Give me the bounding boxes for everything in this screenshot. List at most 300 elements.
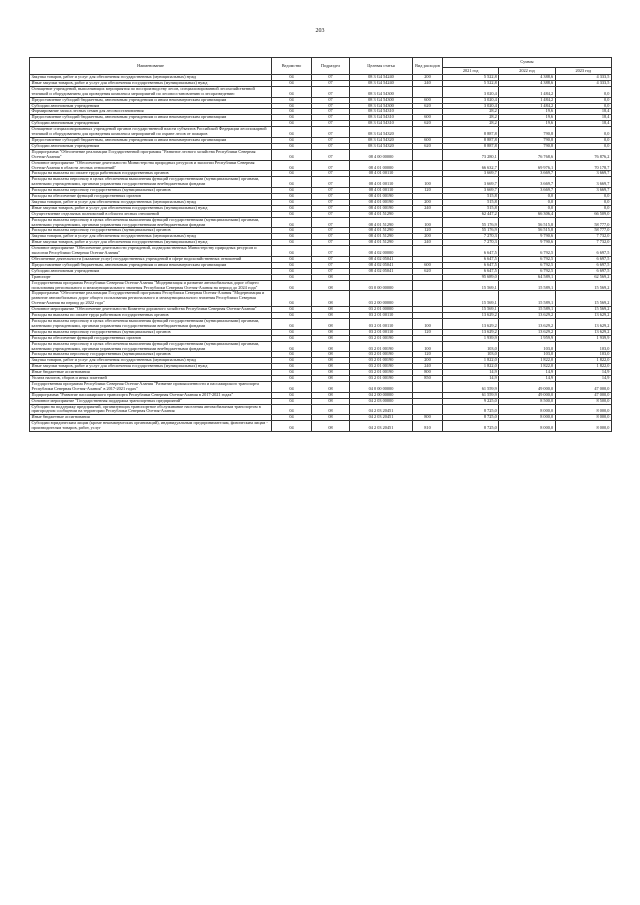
- row-2022: 15 589,1: [499, 280, 555, 291]
- row-razdel: 07: [312, 211, 350, 217]
- row-name: Основное мероприятие "Государственная поддержка транспортных предприятий": [30, 398, 272, 404]
- row-razdel: 08: [312, 370, 350, 376]
- row-name: Формирование запаса лесных семян для лесовосстановления: [30, 109, 272, 115]
- row-razdel: 07: [312, 109, 350, 115]
- row-2023: 0,0: [555, 97, 611, 103]
- row-2021: 28,2: [443, 109, 499, 115]
- row-2021: 61 559,9: [443, 381, 499, 392]
- row-2022: 13 629,2: [499, 318, 555, 329]
- row-ved: 04: [272, 415, 312, 421]
- row-vid: 600: [413, 137, 443, 143]
- row-razdel: 08: [312, 341, 350, 352]
- row-2021: 15 569,1: [443, 291, 499, 307]
- row-2021: 8 725,0: [443, 421, 499, 432]
- row-2023: 1 939,9: [555, 335, 611, 341]
- row-razdel: 08: [312, 398, 350, 404]
- row-ved: 04: [272, 358, 312, 364]
- row-ved: 04: [272, 392, 312, 398]
- row-2021: 28,2: [443, 121, 499, 127]
- row-2021: 73 280,1: [443, 149, 499, 160]
- row-name: Осуществление отдельных полномочий в области лесных отношений: [30, 211, 272, 217]
- row-name: Основное мероприятие "Обеспечение деятельности Министерства природных ресурсов и экологии Республики Северная Осетия-Алания в области лесных отношений": [30, 160, 272, 171]
- row-name: Субсидии на поддержку предприятий, организующих транспортное обслуживание населения автомобильным транспортом в пригородном сообщении на территории Республики Северная Осетия-Алания: [30, 404, 272, 415]
- row-razdel: 08: [312, 352, 350, 358]
- row-celevaya: 08 4 02 00000: [350, 246, 413, 257]
- row-2021: 55 176,9: [443, 217, 499, 228]
- row-razdel: 08: [312, 358, 350, 364]
- row-vid: [413, 404, 443, 415]
- row-2021: 61 559,9: [443, 392, 499, 398]
- row-2023: 47 000,0: [555, 392, 611, 398]
- row-name: Государственная программа Республики Северная Осетия-Алания "Развитие промышленности и пассажирского транспорта Республики Северная Осетия-Алания" в 2017-2021 годах": [30, 381, 272, 392]
- row-2022: 14,9: [499, 376, 555, 382]
- row-name: Основное мероприятие "Обеспечение деятельности учреждений, подведомственных Министерству природных ресурсов и экологии Республики Северная Осетия-Алания": [30, 246, 272, 257]
- row-2022: 3 669,7: [499, 177, 555, 188]
- row-2023: 4 333,5: [555, 80, 611, 86]
- row-ved: 04: [272, 329, 312, 335]
- row-razdel: 07: [312, 205, 350, 211]
- row-2023: 0,0: [555, 199, 611, 205]
- row-vid: 620: [413, 103, 443, 109]
- row-razdel: 08: [312, 404, 350, 415]
- row-razdel: 08: [312, 318, 350, 329]
- row-celevaya: 03 2 01 00190: [350, 352, 413, 358]
- row-celevaya: 08 4 01 51290: [350, 234, 413, 240]
- row-2021: 1 822,0: [443, 358, 499, 364]
- table-row: [30, 246, 612, 257]
- row-2023: 0,0: [555, 103, 611, 109]
- row-2021: 1 939,9: [443, 335, 499, 341]
- table-row: [30, 341, 612, 352]
- row-2021: 3 020,4: [443, 103, 499, 109]
- row-2021: 13 629,2: [443, 318, 499, 329]
- row-2022: 76 768,6: [499, 149, 555, 160]
- row-2022: 790,8: [499, 127, 555, 138]
- row-razdel: 08: [312, 421, 350, 432]
- row-2021: 13 629,2: [443, 329, 499, 335]
- table-row: [30, 421, 612, 432]
- row-name: Закупка товаров, работ и услуг для обеспечения государственных (муниципальных) нужд: [30, 358, 272, 364]
- row-celevaya: 08 3 G4 54320: [350, 143, 413, 149]
- row-2022: 14,9: [499, 370, 555, 376]
- row-2023: 58 777,0: [555, 228, 611, 234]
- row-name: Предоставление субсидий бюджетным, автономным учреждениям и иным некоммерческим организациям: [30, 97, 272, 103]
- row-razdel: 08: [312, 376, 350, 382]
- row-2022: 19,6: [499, 115, 555, 121]
- row-ved: 04: [272, 194, 312, 200]
- row-razdel: 07: [312, 188, 350, 194]
- row-2021: 3 669,7: [443, 177, 499, 188]
- row-2023: 66 509,0: [555, 211, 611, 217]
- row-celevaya: 08 4 01 00190: [350, 199, 413, 205]
- header-vid: Вид расходов: [413, 58, 443, 75]
- row-name: Расходы на выплаты персоналу в целях обеспечения выполнения функций государственными (муниципальными) органами, казенными учреждениями, органами управления государственными внебюджетными фондами: [30, 318, 272, 329]
- row-2022: 8 000,0: [499, 421, 555, 432]
- row-razdel: 07: [312, 115, 350, 121]
- row-2021: 8 887,8: [443, 137, 499, 143]
- row-2023: 15 569,2: [555, 280, 611, 291]
- row-name: Закупка товаров, работ и услуг для обеспечения государственных (муниципальных) нужд: [30, 75, 272, 81]
- row-ved: 04: [272, 262, 312, 268]
- row-name: Расходы на выплаты персоналу государственных (муниципальных) органов: [30, 329, 272, 335]
- row-name: Предоставление субсидий бюджетным, автономным учреждениям и иным некоммерческим организациям: [30, 115, 272, 121]
- row-2023: 1 822,0: [555, 358, 611, 364]
- row-2021: 7 270,3: [443, 234, 499, 240]
- row-celevaya: 08 4 01 51290: [350, 228, 413, 234]
- row-2023: 18,4: [555, 121, 611, 127]
- row-2022: 8 000,0: [499, 404, 555, 415]
- row-ved: 04: [272, 149, 312, 160]
- table-row: [30, 280, 612, 291]
- row-2023: 103,0: [555, 341, 611, 352]
- row-name: Субсидии юридическим лицам (кроме некоммерческих организаций), индивидуальным предпринимателям, физическим лицам - производителям товаров, работ, услуг: [30, 421, 272, 432]
- row-2023: 7 732,0: [555, 234, 611, 240]
- row-name: Предоставление субсидий бюджетным, автономным учреждениям и иным некоммерческим организациям: [30, 262, 272, 268]
- row-ved: 04: [272, 280, 312, 291]
- row-name: Иные закупки товаров, работ и услуг для обеспечения государственных (муниципальных) нужд: [30, 205, 272, 211]
- row-2021: 15 569,1: [443, 280, 499, 291]
- row-name: Расходы на выплаты персоналу государственных (муниципальных) органов: [30, 352, 272, 358]
- header-ved: Ведомство: [272, 58, 312, 75]
- row-2023: 13 629,2: [555, 318, 611, 329]
- row-ved: 04: [272, 115, 312, 121]
- row-celevaya: 08 3 G4 54320: [350, 127, 413, 138]
- table-row: [30, 127, 612, 138]
- header-name: Наименование: [30, 58, 272, 75]
- row-2021: 5 522,8: [443, 75, 499, 81]
- row-ved: 04: [272, 103, 312, 109]
- row-2023: 7 732,0: [555, 240, 611, 246]
- row-2022: 0,0: [499, 199, 555, 205]
- row-celevaya: 04 0 00 00000: [350, 381, 413, 392]
- row-razdel: 08: [312, 280, 350, 291]
- row-2023: 14,9: [555, 376, 611, 382]
- row-2023: 8 000,0: [555, 404, 611, 415]
- row-2022: 19,6: [499, 109, 555, 115]
- row-celevaya: 08 4 01 51290: [350, 240, 413, 246]
- row-razdel: 08: [312, 274, 350, 280]
- row-2022: 6 792,5: [499, 246, 555, 257]
- row-vid: [413, 291, 443, 307]
- table-row: [30, 381, 612, 392]
- row-vid: [413, 86, 443, 97]
- row-celevaya: 03 2 01 00190: [350, 335, 413, 341]
- row-celevaya: 08 3 G4 54320: [350, 137, 413, 143]
- row-celevaya: 08 3 G4 54310: [350, 109, 413, 115]
- row-2022: 19,6: [499, 121, 555, 127]
- row-vid: 200: [413, 75, 443, 81]
- row-name: Государственная программа Республики Северная Осетия-Алания "Модернизация и развитие автомобильных дорог общего пользования регионального и межмуниципального значения Республики Северная Осетия-Алания на период до 2024 года": [30, 280, 272, 291]
- row-2022: 6 792,5: [499, 257, 555, 263]
- row-2022: 0,0: [499, 194, 555, 200]
- row-2023: 0,0: [555, 194, 611, 200]
- row-2023: 13 629,2: [555, 313, 611, 319]
- row-ved: 04: [272, 127, 312, 138]
- row-2023: 0,0: [555, 205, 611, 211]
- row-vid: 200: [413, 234, 443, 240]
- row-razdel: 07: [312, 97, 350, 103]
- header-summa: Суммы: [443, 58, 612, 68]
- row-2023: 15 569,2: [555, 307, 611, 313]
- row-2021: 8 725,0: [443, 415, 499, 421]
- row-celevaya: 03 2 01 00110: [350, 318, 413, 329]
- row-razdel: 07: [312, 171, 350, 177]
- header-2022: 2022 год: [499, 68, 555, 75]
- row-ved: 04: [272, 160, 312, 171]
- row-vid: 620: [413, 268, 443, 274]
- row-ved: 04: [272, 109, 312, 115]
- row-vid: 100: [413, 318, 443, 329]
- row-2022: 69 976,1: [499, 160, 555, 171]
- row-ved: 04: [272, 228, 312, 234]
- row-razdel: 07: [312, 268, 350, 274]
- row-2023: 18,4: [555, 109, 611, 115]
- row-2021: 95 689,0: [443, 274, 499, 280]
- row-2023: 14,9: [555, 370, 611, 376]
- row-razdel: 08: [312, 307, 350, 313]
- row-celevaya: 08 4 01 00190: [350, 194, 413, 200]
- row-2021: 6 647,5: [443, 268, 499, 274]
- row-2022: 6 792,5: [499, 262, 555, 268]
- row-name: Закупка товаров, работ и услуг для обеспечения государственных (муниципальных) нужд: [30, 199, 272, 205]
- row-razdel: 07: [312, 127, 350, 138]
- row-2021: 14,9: [443, 370, 499, 376]
- row-2023: 4 333,5: [555, 75, 611, 81]
- row-2021: 8 887,8: [443, 127, 499, 138]
- row-2021: 5 522,8: [443, 80, 499, 86]
- header-celevaya: Целевая статья: [350, 58, 413, 75]
- row-2022: 49 000,0: [499, 381, 555, 392]
- row-celevaya: 08 4 02 05041: [350, 257, 413, 263]
- row-2021: 6 647,5: [443, 257, 499, 263]
- row-ved: 04: [272, 246, 312, 257]
- row-vid: 120: [413, 352, 443, 358]
- row-2022: 1 484,2: [499, 103, 555, 109]
- row-2023: 3 669,7: [555, 177, 611, 188]
- row-celevaya: 03 2 01 00190: [350, 370, 413, 376]
- row-celevaya: 08 4 01 51290: [350, 211, 413, 217]
- row-name: Субсидии автономным учреждениям: [30, 268, 272, 274]
- row-2022: 4 388,6: [499, 75, 555, 81]
- row-ved: 04: [272, 398, 312, 404]
- row-celevaya: 04 2 03 20451: [350, 421, 413, 432]
- row-razdel: 07: [312, 228, 350, 234]
- row-2023: 47 000,0: [555, 381, 611, 392]
- row-razdel: 08: [312, 364, 350, 370]
- row-razdel: 07: [312, 121, 350, 127]
- row-2023: 58 777,0: [555, 217, 611, 228]
- row-ved: 04: [272, 217, 312, 228]
- row-2023: 3 669,7: [555, 188, 611, 194]
- row-2023: 70 178,7: [555, 160, 611, 171]
- row-vid: [413, 127, 443, 138]
- budget-table: [29, 57, 612, 432]
- table-row: [30, 86, 612, 97]
- row-celevaya: 08 3 G4 54310: [350, 121, 413, 127]
- row-2021: 13 629,2: [443, 313, 499, 319]
- row-ved: 04: [272, 205, 312, 211]
- row-ved: 04: [272, 80, 312, 86]
- row-2023: 103,0: [555, 352, 611, 358]
- row-name: Расходы на выплаты по оплате труда работников государственных органов: [30, 171, 272, 177]
- row-razdel: 07: [312, 143, 350, 149]
- row-celevaya: 03 2 01 00190: [350, 358, 413, 364]
- row-celevaya: 03 0 00 00000: [350, 280, 413, 291]
- row-razdel: 07: [312, 160, 350, 171]
- table-row: [30, 177, 612, 188]
- row-razdel: 07: [312, 103, 350, 109]
- row-2023: 0,0: [555, 143, 611, 149]
- row-celevaya: 08 3 G4 54300: [350, 97, 413, 103]
- row-celevaya: 08 4 01 00110: [350, 171, 413, 177]
- row-vid: 200: [413, 199, 443, 205]
- row-2022: 8 500,0: [499, 398, 555, 404]
- row-2022: 103,0: [499, 352, 555, 358]
- row-2023: 0,0: [555, 86, 611, 97]
- row-2021: 3 669,7: [443, 188, 499, 194]
- row-ved: 04: [272, 188, 312, 194]
- row-razdel: 08: [312, 291, 350, 307]
- row-name: Субсидии автономным учреждениям: [30, 121, 272, 127]
- row-2021: 28,2: [443, 115, 499, 121]
- table-row: [30, 149, 612, 160]
- row-ved: 04: [272, 234, 312, 240]
- row-vid: 600: [413, 262, 443, 268]
- row-vid: 620: [413, 121, 443, 127]
- row-ved: 04: [272, 364, 312, 370]
- row-2023: 8 000,0: [555, 415, 611, 421]
- row-ved: 04: [272, 307, 312, 313]
- row-celevaya: 08 4 01 51290: [350, 217, 413, 228]
- row-2022: 1 822,0: [499, 364, 555, 370]
- row-2022: 4 388,6: [499, 80, 555, 86]
- row-ved: 04: [272, 86, 312, 97]
- row-name: Закупка товаров, работ и услуг для обеспечения государственных (муниципальных) нужд: [30, 234, 272, 240]
- row-ved: 04: [272, 313, 312, 319]
- row-2021: 103,0: [443, 341, 499, 352]
- row-razdel: 07: [312, 177, 350, 188]
- row-name: Расходы на выплаты по оплате труда работников государственных органов: [30, 313, 272, 319]
- row-vid: 240: [413, 205, 443, 211]
- row-name: Субсидии автономным учреждениям: [30, 103, 272, 109]
- row-celevaya: 08 4 01 00110: [350, 188, 413, 194]
- row-razdel: 08: [312, 329, 350, 335]
- row-2022: 9 790,6: [499, 240, 555, 246]
- row-vid: 240: [413, 364, 443, 370]
- row-razdel: 07: [312, 240, 350, 246]
- row-2022: 49 000,0: [499, 392, 555, 398]
- row-2022: 8 000,0: [499, 415, 555, 421]
- row-celevaya: 03 2 01 00000: [350, 307, 413, 313]
- row-celevaya: 08 3 G4 54240: [350, 80, 413, 86]
- row-2021: 7 270,3: [443, 240, 499, 246]
- table-row: [30, 217, 612, 228]
- row-ved: 04: [272, 257, 312, 263]
- row-2023: 1 822,0: [555, 364, 611, 370]
- row-vid: [413, 246, 443, 257]
- row-vid: 800: [413, 370, 443, 376]
- row-ved: 04: [272, 97, 312, 103]
- row-razdel: 07: [312, 75, 350, 81]
- row-razdel: 07: [312, 80, 350, 86]
- row-2021: 8 887,8: [443, 143, 499, 149]
- row-celevaya: 08 4 01 00110: [350, 177, 413, 188]
- row-name: Расходы на выплаты персоналу в целях обеспечения выполнения функций государственными (муниципальными) органами, казенными учреждениями, органами управления государственными внебюджетными фондами: [30, 177, 272, 188]
- row-celevaya: 08 4 01 00190: [350, 205, 413, 211]
- row-celevaya: 08 3 G4 54310: [350, 115, 413, 121]
- row-celevaya: 03 2 01 00190: [350, 341, 413, 352]
- row-celevaya: 04 2 03 00000: [350, 398, 413, 404]
- row-name: Расходы на выплаты персоналу государственных (муниципальных) органов: [30, 188, 272, 194]
- row-ved: 04: [272, 75, 312, 81]
- row-ved: 04: [272, 268, 312, 274]
- row-ved: 04: [272, 370, 312, 376]
- row-celevaya: 03 2 01 00190: [350, 376, 413, 382]
- row-ved: 04: [272, 341, 312, 352]
- row-2023: 76 876,2: [555, 149, 611, 160]
- row-name: Субсидии автономным учреждениям: [30, 143, 272, 149]
- row-razdel: 08: [312, 415, 350, 421]
- row-celevaya: 03 2 01 00110: [350, 329, 413, 335]
- row-2022: 0,0: [499, 205, 555, 211]
- row-vid: 120: [413, 329, 443, 335]
- row-2021: 66 632,7: [443, 160, 499, 171]
- row-name: Иные закупки товаров, работ и услуг для обеспечения государственных (муниципальных) нужд: [30, 364, 272, 370]
- table-row: [30, 318, 612, 329]
- row-name: Предоставление субсидий бюджетным, автономным учреждениям и иным некоммерческим организациям: [30, 137, 272, 143]
- row-ved: 04: [272, 121, 312, 127]
- row-vid: 240: [413, 240, 443, 246]
- row-name: Иные бюджетные ассигнования: [30, 370, 272, 376]
- row-name: Расходы на выплаты персоналу в целях обеспечения выполнения функций государственными (муниципальными) органами, казенными учреждениями, органами управления государственными внебюджетными фондами: [30, 341, 272, 352]
- row-name: Обеспечение деятельности (оказание услуг) государственных учреждений в сфере водохозяйственных отношений: [30, 257, 272, 263]
- row-2021: 1 822,0: [443, 364, 499, 370]
- row-celevaya: 04 2 00 00000: [350, 392, 413, 398]
- row-2022: 1 484,2: [499, 97, 555, 103]
- row-razdel: 08: [312, 313, 350, 319]
- row-2021: 3 020,4: [443, 97, 499, 103]
- row-celevaya: 04 2 03 20451: [350, 404, 413, 415]
- row-2021: 515,8: [443, 199, 499, 205]
- row-vid: 600: [413, 97, 443, 103]
- row-ved: 04: [272, 381, 312, 392]
- row-2023: 18,4: [555, 115, 611, 121]
- header-2023: 2023 год: [555, 68, 611, 75]
- row-razdel: 07: [312, 234, 350, 240]
- header-2021: 2021 год: [443, 68, 499, 75]
- header-razdel: Подраздел: [312, 58, 350, 75]
- row-2022: 56 515,8: [499, 217, 555, 228]
- row-2022: 13 629,2: [499, 313, 555, 319]
- row-vid: 810: [413, 421, 443, 432]
- row-2022: 790,8: [499, 143, 555, 149]
- table-row: [30, 404, 612, 415]
- row-vid: 240: [413, 80, 443, 86]
- row-2021: 3 020,4: [443, 86, 499, 97]
- row-2022: 6 792,5: [499, 268, 555, 274]
- row-vid: [413, 381, 443, 392]
- row-ved: 04: [272, 404, 312, 415]
- row-ved: 04: [272, 376, 312, 382]
- row-2022: 3 669,7: [499, 188, 555, 194]
- row-2023: 3 669,7: [555, 171, 611, 177]
- row-ved: 04: [272, 318, 312, 329]
- row-name: Оснащение учреждений, выполняющих мероприятия по воспроизводству лесов, специализированной лесохозяйственной техникой и оборудованием для проведения комплекса мероприятий по лесовосстановлению и лесоразведению: [30, 86, 272, 97]
- row-razdel: 07: [312, 149, 350, 160]
- row-2022: 3 669,7: [499, 171, 555, 177]
- row-razdel: 07: [312, 137, 350, 143]
- row-ved: 04: [272, 352, 312, 358]
